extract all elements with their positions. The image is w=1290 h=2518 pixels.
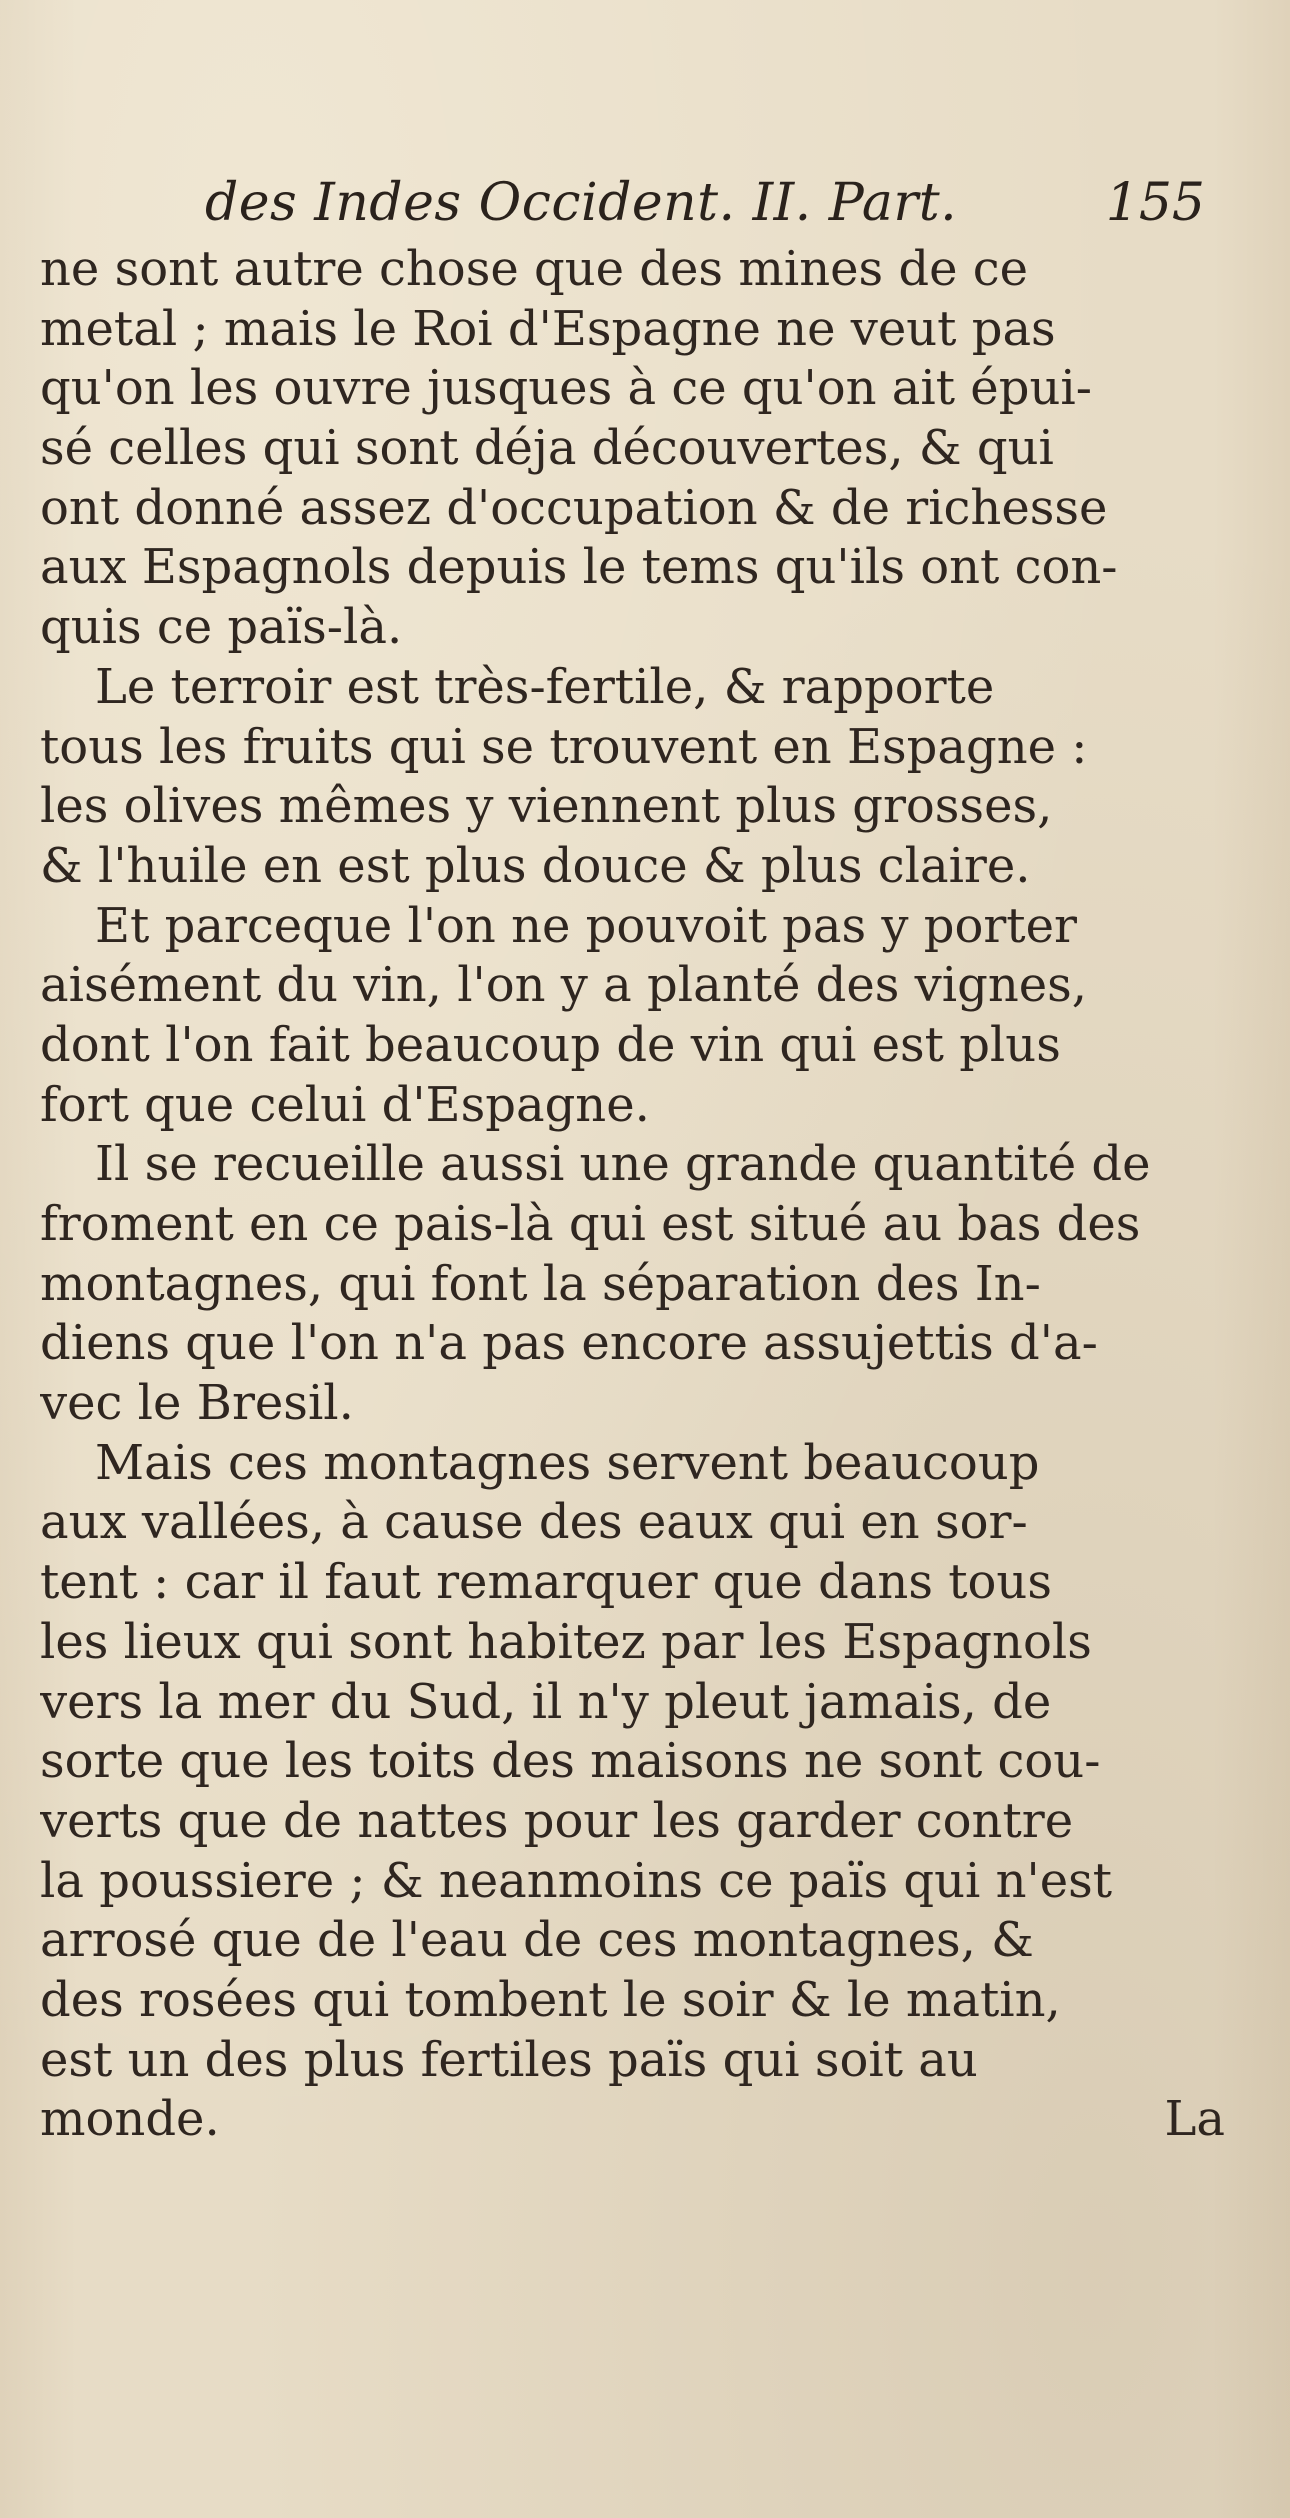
running-title: des Indes Occident. II. Part. [205, 173, 958, 233]
text-line: les olives mêmes y viennent plus grosses, [40, 778, 1053, 835]
text-line: vec le Bresil. [40, 1375, 354, 1432]
text-line: les lieux qui sont habitez par les Espagnols [40, 1613, 1092, 1670]
text-line: montagnes, qui font la séparation des In- [40, 1255, 1041, 1312]
text-line: verts que de nattes pour les garder contre [40, 1792, 1074, 1849]
text-line: quis ce païs-là. [40, 599, 403, 656]
text-line: des rosées qui tombent le soir & le matin, [40, 1971, 1061, 2028]
body-text [40, 240, 1260, 2150]
text-line: sorte que les toits des maisons ne sont cou- [40, 1733, 1101, 1790]
text-line: la poussiere ; & neanmoins ce païs qui n'est [40, 1852, 1113, 1909]
text-line: tent : car il faut remarquer que dans tous [40, 1554, 1052, 1611]
paragraph-start-line: Mais ces montagnes servent beaucoup [95, 1434, 1040, 1491]
text-line: diens que l'on n'a pas encore assujettis d'a- [40, 1315, 1098, 1372]
text-line: ont donné assez d'occupation & de richesse [40, 479, 1108, 536]
paragraph-start-line: Le terroir est très-fertile, & rapporte [95, 658, 995, 715]
text-line: fort que celui d'Espagne. [40, 1076, 650, 1133]
paragraph-start-line: Et parceque l'on ne pouvoit pas y porter [95, 897, 1077, 954]
text-line: metal ; mais le Roi d'Espagne ne veut pas [40, 300, 1056, 357]
last-text-line [40, 2090, 1260, 2150]
text-line: aisément du vin, l'on y a planté des vignes, [40, 957, 1088, 1014]
page-number: 155 [1105, 173, 1205, 233]
page-header [205, 168, 1215, 238]
text-line: ne sont autre chose que des mines de ce [40, 241, 1029, 297]
catchword: La [1164, 2091, 1225, 2148]
text-line: sé celles qui sont déja découvertes, & qui [40, 420, 1054, 477]
text-line: aux Espagnols depuis le tems qu'ils ont con- [40, 539, 1118, 596]
text-line: est un des plus fertiles païs qui soit au [40, 2031, 978, 2088]
text-line: vers la mer du Sud, il n'y pleut jamais, de [40, 1673, 1052, 1730]
text-line: & l'huile en est plus douce & plus claire. [40, 837, 1031, 894]
paragraph-start-line: Il se recueille aussi une grande quantité de [95, 1136, 1151, 1193]
text-line: arrosé que de l'eau de ces montagnes, & [40, 1912, 1034, 1969]
text-line: qu'on les ouvre jusques à ce qu'on ait épui- [40, 360, 1092, 417]
text-line: dont l'on fait beaucoup de vin qui est plus [40, 1016, 1061, 1073]
text-line: tous les fruits qui se trouvent en Espagne : [40, 718, 1088, 775]
text-line: froment en ce pais-là qui est situé au bas des [40, 1196, 1141, 1252]
last-line-text: monde. [40, 2091, 220, 2148]
text-line: aux vallées, à cause des eaux qui en sor- [40, 1494, 1028, 1551]
